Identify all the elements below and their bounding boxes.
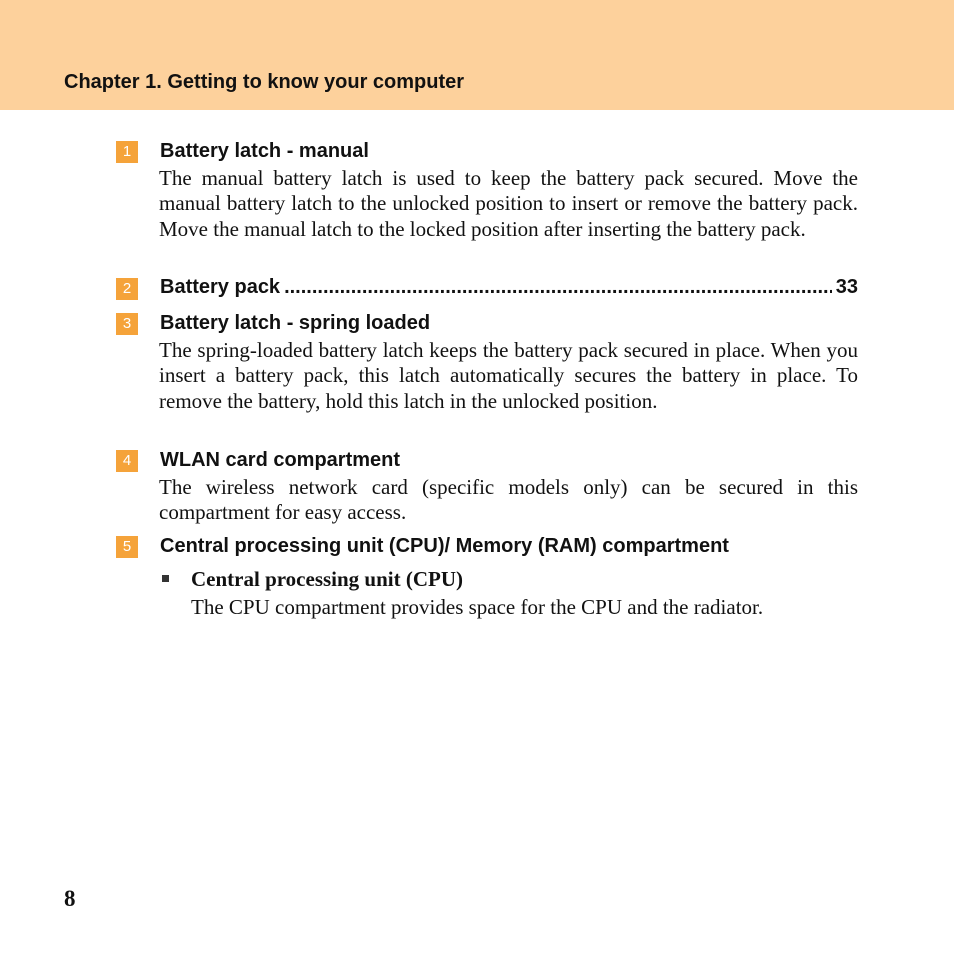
item-heading: WLAN card compartment [160,449,401,471]
toc-entry[interactable] [160,275,858,299]
toc-entry-title: Battery pack [160,276,281,298]
item-heading: Central processing unit (CPU)/ Memory (RAM) compartment [160,535,729,557]
item-description: The spring-loaded battery latch keeps the battery pack secured in place. When you insert a battery pack, this latch automatically secures the battery in place. To remove the battery, hold this latch in the unlocked position. [159,338,858,413]
item-heading: Battery latch - spring loaded [160,312,431,334]
page-number: 8 [64,886,76,911]
toc-page-ref: 33 [835,276,858,298]
item-number-badge: 5 [116,536,138,558]
subitem-description: The CPU compartment provides space for the CPU and the radiator. [191,595,764,619]
square-bullet-icon [162,575,169,582]
item-heading: Battery latch - manual [160,140,369,162]
item-number-badge: 3 [116,313,138,335]
item-description: The wireless network card (specific models only) can be secured in this compartment for easy access. [159,475,858,525]
subitem-heading: Central processing unit (CPU) [191,567,464,591]
item-number-badge: 1 [116,141,138,163]
item-description: The manual battery latch is used to keep the battery pack secured. Move the manual battery latch to the unlocked position to insert or remove the battery pack. Move the manual latch to the locked position after inserting the battery pack. [159,166,858,241]
item-number-badge: 4 [116,450,138,472]
dot-leader [284,275,832,299]
chapter-header [0,0,954,110]
chapter-title: Chapter 1. Getting to know your computer [64,71,465,93]
item-number-badge: 2 [116,278,138,300]
